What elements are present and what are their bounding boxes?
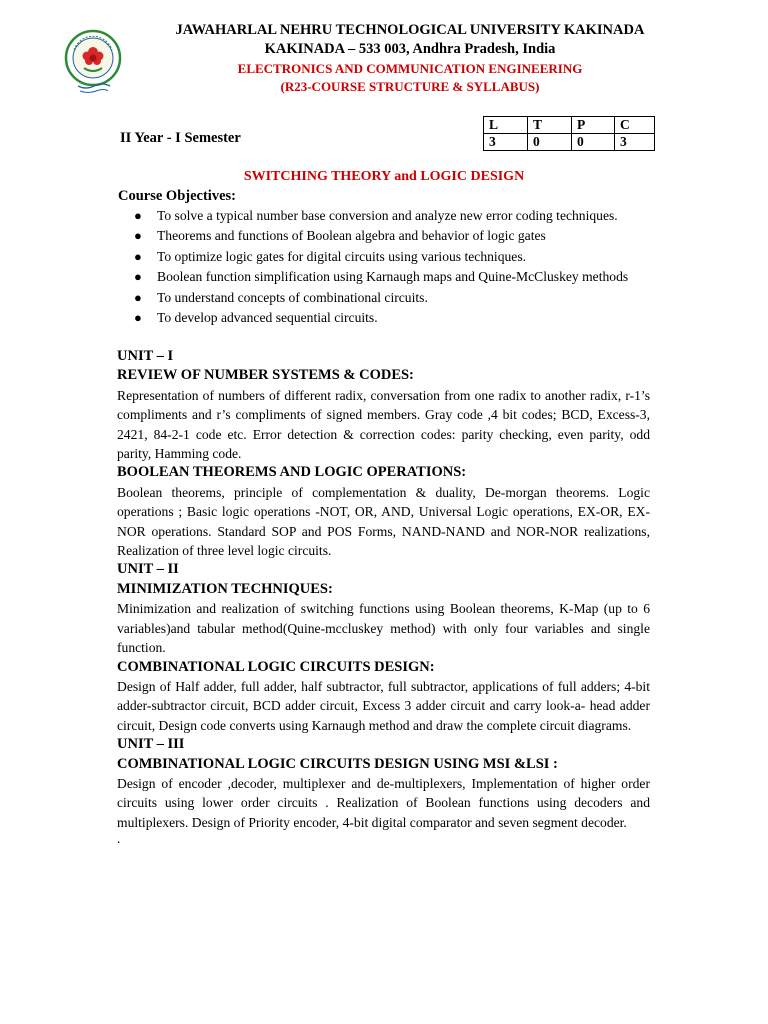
objectives-list (118, 206, 628, 328)
trailing-dot: . (117, 831, 121, 847)
unit-2-paragraph-1: Minimization and realization of switching functions using Boolean theorems, K-Map (up to 6 variables)and tabular method(Quine-mccluskey method) with only four variables and single function. (117, 601, 650, 656)
bullet-icon: ● (134, 269, 142, 285)
ltpc-value-cell: 0 (528, 134, 572, 151)
syllabus-body (117, 347, 650, 846)
objective-text: Boolean function simplification using Karnaugh maps and Quine-McCluskey methods (157, 269, 629, 285)
ltpc-value-row (484, 134, 655, 151)
year-semester: II Year - I Semester (120, 130, 241, 146)
unit-1-paragraph-1: Representation of numbers of different radix, conversation from one radix to another radix, r-1’s compliments and r’s compliments of signed members. Gray code ,4 bit codes; BCD, Excess-3, 2421, 84-2-1 code etc. Error detection & correction codes: parity checking, even parity, odd parity, Hamming code. (117, 387, 650, 462)
unit-1-heading-2: BOOLEAN THEOREMS AND LOGIC OPERATIONS: (117, 464, 467, 481)
ltpc-value-cell: 3 (615, 134, 655, 151)
bullet-icon: ● (134, 310, 142, 326)
subject-title: SWITCHING THEORY and LOGIC DESIGN (243, 169, 525, 184)
objective-text: To understand concepts of combinational circuits. (157, 289, 428, 305)
unit-3-heading-1: COMBINATIONAL LOGIC CIRCUITS DESIGN USING MSI &LSI : (117, 755, 558, 772)
ltpc-value-cell: 0 (572, 134, 615, 151)
ltpc-header-cell: C (615, 117, 655, 134)
bullet-icon: ● (134, 208, 142, 223)
bullet-icon: ● (134, 289, 142, 305)
university-address: KAKINADA – 533 003, Andhra Pradesh, India (264, 41, 556, 57)
unit-1-paragraph-2: Boolean theorems, principle of complementation & duality, De-morgan theorems. Logic operations ; Basic logic operations -NOT, OR, AND, Universal Logic operations, EX-OR, EX- NOR operations. Standard SOP and POS Forms, NAND-NAND and NOR-NOR realizations, Realization of three level logic circuits. (117, 484, 650, 559)
unit-1-title: UNIT – I (117, 348, 174, 364)
objectives-heading: Course Objectives: (118, 188, 236, 204)
ltpc-header-cell: L (484, 117, 528, 134)
regulation-label: (R23-COURSE STRUCTURE & SYLLABUS) (280, 79, 540, 94)
ltpc-table (483, 116, 655, 151)
objective-text: To solve a typical number base conversion and analyze new error coding techniques. (157, 208, 618, 223)
objective-text: To develop advanced sequential circuits. (157, 310, 378, 326)
objective-item (118, 226, 628, 246)
university-name: JAWAHARLAL NEHRU TECHNOLOGICAL UNIVERSITY KAKINADA (175, 22, 645, 38)
unit-1-heading-1: REVIEW OF NUMBER SYSTEMS & CODES: (117, 367, 414, 384)
bullet-icon: ● (134, 228, 142, 244)
objective-item (118, 206, 628, 226)
unit-2-paragraph-2: Design of Half adder, full adder, half subtractor, full subtractor, applications of full adders; 4-bit adder-subtractor circuit, BCD adder circuit, Excess 3 adder circuit and carry look-a- head adder circuit, Design code converts using Karnaugh method and draw the complete circuit diagrams. (117, 678, 650, 733)
objective-item (118, 247, 628, 267)
ltpc-value-cell: 3 (484, 134, 528, 151)
objective-item (118, 308, 628, 328)
ltpc-header-row (484, 117, 655, 134)
unit-2-heading-2: COMBINATIONAL LOGIC CIRCUITS DESIGN: (117, 658, 435, 675)
objective-text: Theorems and functions of Boolean algebra and behavior of logic gates (157, 228, 546, 244)
unit-3-paragraph-1: Design of encoder ,decoder, multiplexer and de-multiplexers, Implementation of higher order circuits using lower order circuits . Realization of Boolean functions using decoders and multiplexers. Design of Priority encoder, 4-bit digital comparator and seven segment decoder. (117, 775, 650, 830)
department-name: ELECTRONICS AND COMMUNICATION ENGINEERING (237, 61, 583, 76)
unit-2-heading-1: MINIMIZATION TECHNIQUES: (117, 580, 333, 597)
ltpc-header-cell: P (572, 117, 615, 134)
objective-item (118, 267, 628, 287)
university-logo (64, 28, 122, 96)
objective-item (118, 288, 628, 308)
unit-3-title: UNIT – III (117, 736, 185, 753)
objective-text: To optimize logic gates for digital circuits using various techniques. (157, 248, 527, 264)
ltpc-header-cell: T (528, 117, 572, 134)
bullet-icon: ● (134, 248, 142, 264)
unit-2-title: UNIT – II (117, 561, 179, 578)
